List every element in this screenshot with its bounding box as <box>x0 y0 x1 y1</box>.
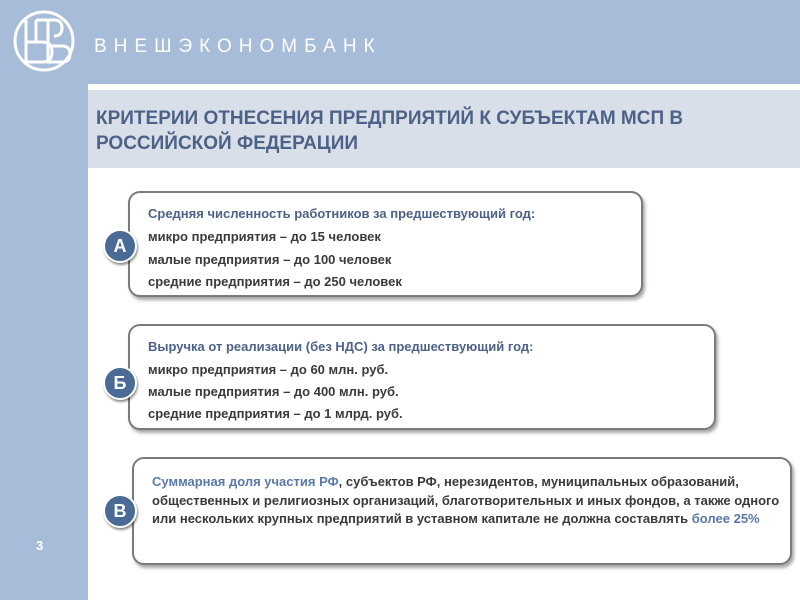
criterion-line: малые предприятия – до 400 млн. руб. <box>148 384 399 399</box>
criterion-line: микро предприятия – до 15 человек <box>148 229 381 244</box>
left-sidebar-band <box>0 0 88 600</box>
criterion-body: , субъектов РФ, нерезидентов, муниципальных образований, общественных и религиозных организаций, благотворительных и иных фондов, а также одного или нескольких крупных предприятий в уставном капитале не должна составлять <box>152 474 780 526</box>
criterion-card-a <box>128 191 643 297</box>
header-band <box>0 0 800 84</box>
brand-name: ВНЕШЭКОНОМБАНК <box>94 36 382 57</box>
marker-badge-a: А <box>103 229 137 263</box>
veb-monogram-logo <box>10 6 78 76</box>
criterion-card-c <box>132 457 792 565</box>
criterion-line: микро предприятия – до 60 млн. руб. <box>148 362 389 377</box>
criterion-line: малые предприятия – до 100 человек <box>148 252 392 267</box>
marker-badge-b: Б <box>103 366 137 400</box>
criterion-card-b <box>128 324 716 430</box>
slide-number: 3 <box>36 538 44 553</box>
criterion-heading: Средняя численность работников за предшествующий год: <box>148 206 536 221</box>
criterion-lead: Суммарная доля участия РФ <box>152 474 339 489</box>
title-band <box>88 90 800 168</box>
criterion-heading: Выручка от реализации (без НДС) за предшествующий год: <box>148 339 534 354</box>
criterion-line: средние предприятия – до 250 человек <box>148 274 402 289</box>
marker-badge-c: В <box>103 494 137 528</box>
criterion-paragraph <box>152 473 782 529</box>
page-title: КРИТЕРИИ ОТНЕСЕНИЯ ПРЕДПРИЯТИЙ К СУБЪЕКТАМ МСП В РОССИЙСКОЙ ФЕДЕРАЦИИ <box>96 108 684 154</box>
criterion-highlight: более 25% <box>691 511 760 526</box>
criterion-line: средние предприятия – до 1 млрд. руб. <box>148 406 403 421</box>
